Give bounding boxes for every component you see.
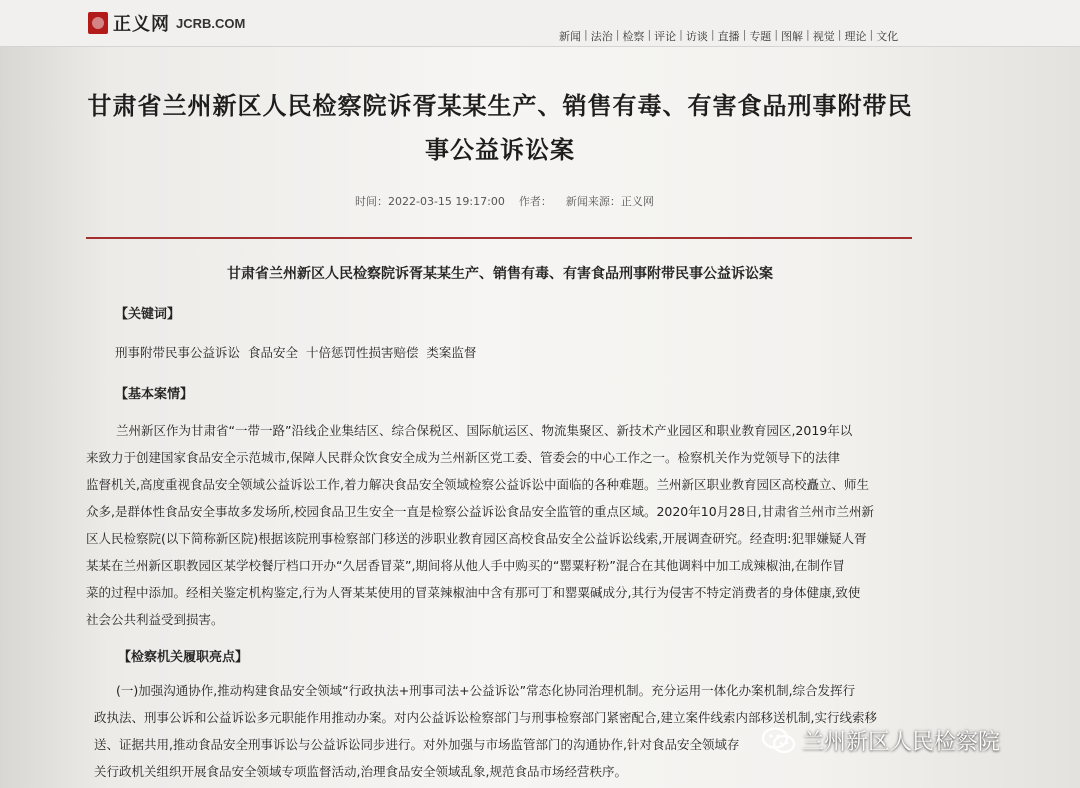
article-author: 作者： bbox=[518, 195, 552, 208]
wechat-icon bbox=[762, 727, 796, 755]
facts-line: 社会公共利益受到损害。 bbox=[86, 612, 224, 627]
nav-separator: | bbox=[869, 28, 874, 41]
nav-link[interactable]: 专题 bbox=[749, 30, 772, 43]
wechat-watermark bbox=[762, 725, 1000, 756]
nav-separator: | bbox=[679, 28, 683, 41]
nav-separator: | bbox=[584, 28, 588, 41]
nav-link[interactable]: 视觉 bbox=[812, 30, 835, 43]
keywords-text: 刑事附带民事公益诉讼 食品安全 十倍惩罚性损害赔偿 类案监督 bbox=[115, 345, 477, 360]
article-title bbox=[85, 84, 915, 172]
logo-domain: JCRB.COM bbox=[176, 15, 246, 31]
facts-line: 区人民检察院(以下简称新区院)根据该院刑事检察部门移送的涉职业教育园区高校食品安全公益诉讼线索,开展调查研究。经查明:犯罪嫌疑人胥 bbox=[86, 531, 867, 546]
nav-link[interactable]: 直播 bbox=[717, 30, 740, 43]
nav-link[interactable]: 文化 bbox=[876, 30, 899, 43]
watermark-text: 兰州新区人民检察院 bbox=[802, 730, 1001, 755]
facts-line: 监督机关,高度重视食品安全领域公益诉讼工作,着力解决食品安全领域检察公益诉讼中面临的各种难题。兰州新区职业教育园区高校矗立、师生 bbox=[86, 477, 869, 492]
site-header bbox=[0, 0, 1080, 47]
nav-separator: | bbox=[742, 28, 747, 41]
nav-link[interactable]: 新闻 bbox=[559, 30, 581, 43]
facts-line: 某某在兰州新区职教园区某学校餐厅档口开办“久居香冒菜”,期间将从他人手中购买的“罂粟籽粉”混合在其他调料中加工成辣椒油,在制作冒 bbox=[86, 558, 845, 573]
nav-separator: | bbox=[615, 28, 620, 41]
nav-link[interactable]: 图解 bbox=[781, 30, 804, 43]
article-time: 时间：2022-03-15 19:17:00 bbox=[355, 195, 505, 208]
facts-heading: 【基本案情】 bbox=[115, 387, 194, 402]
site-logo[interactable] bbox=[88, 10, 245, 36]
nav-link[interactable]: 评论 bbox=[654, 30, 677, 43]
highlights-line: 政执法、刑事公诉和公益诉讼多元职能作用推动办案。对内公益诉讼检察部门与刑事检察部门紧密配合,建立案件线索内部移送机制,实行线索移 bbox=[94, 710, 877, 725]
logo-emblem-icon bbox=[88, 12, 108, 34]
nav-link[interactable]: 访谈 bbox=[685, 30, 708, 43]
nav-link[interactable]: 理论 bbox=[844, 30, 867, 43]
highlights-line: 关行政机关组织开展食品安全领域专项监督活动,治理食品安全领域乱象,规范食品市场经营秩序。 bbox=[94, 764, 627, 779]
title-divider bbox=[86, 237, 912, 239]
keywords-heading: 【关键词】 bbox=[115, 307, 181, 322]
logo-name: 正义网 bbox=[113, 14, 170, 35]
nav-separator: | bbox=[837, 28, 842, 41]
highlights-heading: 【检察机关履职亮点】 bbox=[118, 650, 249, 665]
nav-separator: | bbox=[710, 28, 715, 41]
article-meta bbox=[355, 193, 654, 209]
nav-link[interactable]: 检察 bbox=[622, 30, 645, 43]
article-title-line1: 甘肃省兰州新区人民检察院诉胥某某生产、销售有毒、有害食品刑事附带民 bbox=[87, 92, 913, 120]
main-nav bbox=[557, 28, 900, 44]
facts-line: 菜的过程中添加。经相关鉴定机构鉴定,行为人胥某某使用的冒菜辣椒油中含有那可丁和罂粟碱成分,其行为侵害不特定消费者的身体健康,致使 bbox=[86, 585, 861, 600]
facts-line: 兰州新区作为甘肃省“一带一路”沿线企业集结区、综合保税区、国际航运区、物流集聚区、新技术产业园区和职业教育园区,2019年以 bbox=[116, 423, 853, 438]
article-subtitle: 甘肃省兰州新区人民检察院诉胥某某生产、销售有毒、有害食品刑事附带民事公益诉讼案 bbox=[227, 266, 773, 282]
highlights-line: (一)加强沟通协作,推动构建食品安全领域“行政执法+刑事司法+公益诉讼”常态化协同治理机制。充分运用一体化办案机制,综合发挥行 bbox=[116, 683, 856, 698]
facts-line: 来致力于创建国家食品安全示范城市,保障人民群众饮食安全成为兰州新区党工委、管委会的中心工作之一。检察机关作为党领导下的法律 bbox=[86, 450, 840, 465]
facts-line: 众多,是群体性食品安全事故多发场所,校园食品卫生安全一直是检察公益诉讼食品安全监管的重点区域。2020年10月28日,甘肃省兰州市兰州新 bbox=[86, 504, 875, 519]
nav-separator: | bbox=[774, 28, 779, 41]
article-source: 新闻来源：正义网 bbox=[565, 195, 654, 208]
article-title-line2: 事公益诉讼案 bbox=[425, 136, 575, 164]
highlights-line: 送、证据共用,推动食品安全刑事诉讼与公益诉讼同步进行。对外加强与市场监管部门的沟通协作,针对食品安全领域存 bbox=[94, 737, 740, 752]
nav-separator: | bbox=[647, 28, 652, 41]
nav-link[interactable]: 法治 bbox=[590, 30, 613, 43]
nav-separator: | bbox=[806, 28, 810, 41]
